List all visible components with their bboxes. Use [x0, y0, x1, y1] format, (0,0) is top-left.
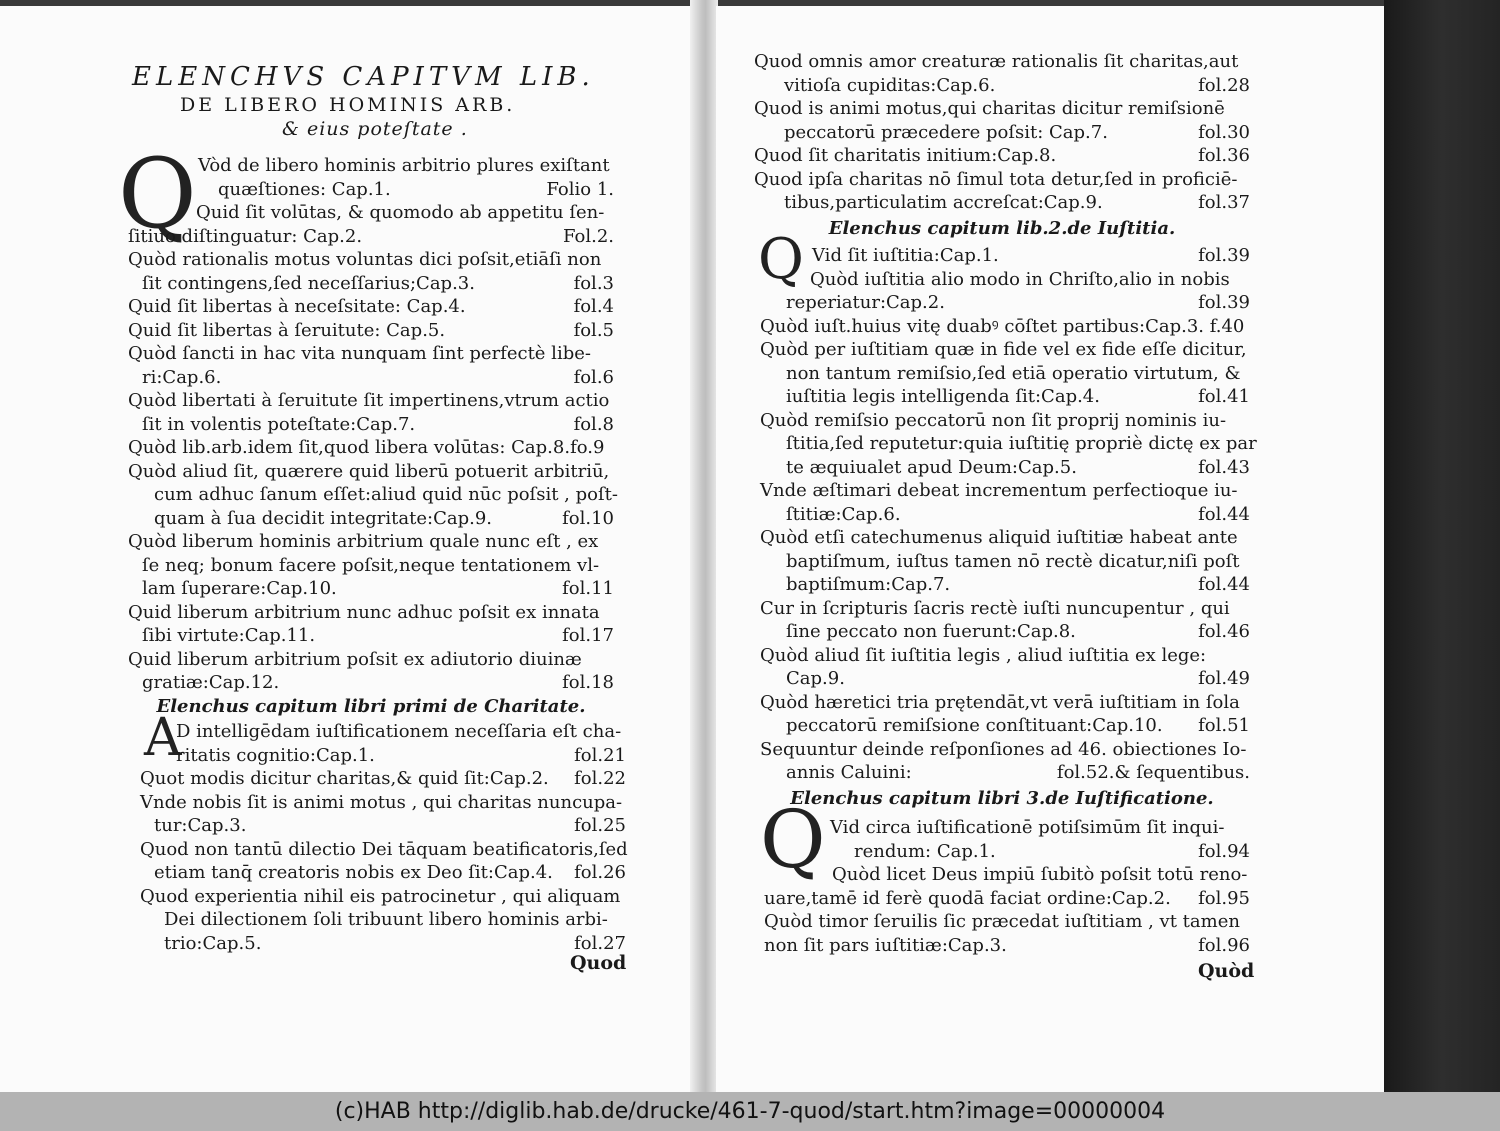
- entry-text: gratiæ:Cap.12.: [142, 672, 280, 693]
- toc-entry-line: [760, 268, 1250, 292]
- toc-entry-line: [128, 154, 614, 178]
- folio-ref: Folio 1.: [546, 178, 614, 200]
- folio-ref: fol.4: [573, 296, 614, 317]
- entry-text: Quod omnis amor creaturæ rationalis ſit charitas,aut: [754, 51, 1239, 72]
- entry-text: Quòd lib.arb.idem ſit,quod libera volūtas: Cap.8.fo.9: [128, 437, 605, 458]
- toc-entry-line: [128, 554, 614, 578]
- entry-text: ſtitia,ſed reputetur:quia iuſtitię propriè dictę ex par: [786, 433, 1257, 454]
- toc-entry-line: [128, 272, 614, 296]
- folio-ref: fol.46: [1198, 621, 1250, 642]
- folio-ref: fol.5: [573, 319, 614, 341]
- folio-ref: fol.26: [574, 862, 626, 883]
- toc-entry-line: [140, 744, 626, 768]
- toc-entry-line: [754, 97, 1250, 121]
- entry-text: cum adhuc ſanum eſſet:aliud quid nūc poſsit , poſt-: [154, 484, 618, 505]
- toc-entry-line: [140, 885, 626, 909]
- section-heading-wrapper: [754, 786, 1250, 812]
- toc-entry-line: [140, 720, 626, 744]
- scan-dark-edge: [1384, 0, 1500, 1092]
- folio-ref: fol.94: [1198, 840, 1250, 862]
- entry-text: Cap.9.: [786, 668, 845, 689]
- entry-text: Vnde nobis ſit is animi motus , qui charitas nuncupa-: [140, 791, 623, 813]
- toc-entry-line: [760, 244, 1250, 268]
- toc-entry-line: [128, 436, 614, 460]
- toc-entry-line: [128, 319, 614, 343]
- folio-ref: fol.8: [573, 413, 614, 435]
- entry-text: quæſtiones: Cap.1.: [218, 178, 391, 200]
- toc-entry-line: [764, 910, 1250, 934]
- toc-entry-line: [764, 887, 1250, 911]
- entry-text: annis Caluini:: [786, 762, 912, 783]
- page-header-note: & eius poteſtate .: [282, 118, 468, 140]
- entry-text: Quot modis dicitur charitas,& quid ſit:Cap.2.: [140, 768, 549, 789]
- entry-text: Quod non tantū dilectio Dei tāquam beatificatoris,ſed: [140, 838, 628, 860]
- entry-text: Quòd ſancti in hac vita nunquam ſint perfectè libe-: [128, 343, 591, 364]
- toc-entry-line: [128, 577, 614, 601]
- entry-text: Quòd etſi catechumenus aliquid iuſtitiæ habeat ante: [760, 527, 1238, 548]
- entry-text: Quòd rationalis motus voluntas dici poſsit,etiāſi non: [128, 249, 602, 270]
- catchword: Quod: [570, 952, 627, 974]
- folio-ref: fol.10: [562, 507, 614, 529]
- folio-ref: fol.43: [1198, 456, 1250, 478]
- toc-entry-line: [128, 366, 614, 390]
- entry-text: ritatis cognitio:Cap.1.: [176, 744, 375, 766]
- toc-entry-line: [760, 409, 1250, 433]
- folio-ref: fol.51: [1198, 715, 1250, 736]
- folio-ref: Fol.2.: [563, 225, 614, 247]
- toc-entry-line: [764, 934, 1250, 958]
- entry-text: tibus,particulatim accreſcat:Cap.9.: [784, 192, 1103, 213]
- entry-text: Quid ſit libertas à neceſsitate: Cap.4.: [128, 296, 466, 317]
- drop-cap-a: A: [144, 708, 182, 768]
- toc-entry-line: [760, 644, 1250, 668]
- folio-ref: fol.21: [574, 744, 626, 766]
- chapter-list-charitas-continued: [754, 50, 1250, 215]
- toc-entry-line: [128, 201, 614, 225]
- toc-entry-line: [140, 908, 626, 932]
- toc-entry-line: [760, 503, 1250, 527]
- entry-text: Quòd licet Deus impiū ſubitò poſsit totū reno-: [832, 864, 1248, 885]
- folio-ref: fol.30: [1198, 121, 1250, 143]
- entry-text: quam à ſua decidit integritate:Cap.9.: [154, 507, 493, 529]
- entry-text: baptiſmum:Cap.7.: [786, 574, 951, 595]
- entry-text: lam ſuperare:Cap.10.: [142, 578, 337, 599]
- entry-text: ſe neq; bonum facere poſsit,neque tentationem vl-: [142, 554, 600, 576]
- folio-ref: fol.18: [562, 672, 614, 693]
- drop-cap-q: Q: [118, 138, 197, 250]
- toc-entry-line: [128, 413, 614, 437]
- toc-entry-line: [754, 74, 1250, 98]
- toc-entry-line: [754, 191, 1250, 215]
- copyright-bar: [0, 1092, 1500, 1131]
- toc-entry-line: [764, 840, 1250, 864]
- toc-entry-line: [760, 385, 1250, 409]
- toc-entry-line: [128, 342, 614, 366]
- folio-ref: fol.52.& ſequentibus.: [1056, 762, 1250, 783]
- toc-entry-line: [128, 671, 614, 695]
- toc-entry-line: [754, 144, 1250, 168]
- entry-text: D intelligēdam iuſtificationem neceſſaria eſt cha-: [176, 721, 622, 742]
- book-gutter: [690, 0, 718, 1092]
- entry-text: ri:Cap.6.: [142, 366, 222, 388]
- page-header-subtitle: DE LIBERO HOMINIS ARB.: [180, 94, 516, 116]
- toc-entry-line: [760, 738, 1250, 762]
- toc-entry-line: [140, 814, 626, 838]
- toc-entry-line: [128, 507, 614, 531]
- folio-ref: fol.95: [1198, 887, 1250, 909]
- entry-text: ſibi virtute:Cap.11.: [142, 625, 316, 646]
- toc-entry-line: [140, 767, 626, 791]
- toc-entry-line: [128, 248, 614, 272]
- section-heading-wrapper: [754, 216, 1250, 242]
- folio-ref: fol.22: [574, 768, 626, 789]
- entry-text: Dei dilectionem ſoli tribuunt libero hominis arbi-: [164, 909, 608, 930]
- entry-text: baptiſmum, iuſtus tamen nō rectè dicatur,niſi poſt: [786, 550, 1240, 572]
- folio-ref: fol.25: [574, 815, 626, 836]
- folio-ref: fol.17: [562, 625, 614, 646]
- toc-entry-line: [140, 838, 626, 862]
- entry-text: uare,tamē id ferè quodā faciat ordine:Cap.2.: [764, 887, 1171, 909]
- chapter-list-iustificatio: [764, 816, 1250, 957]
- toc-entry-line: [140, 932, 626, 956]
- entry-text: Quòd timor ſeruilis ſic præcedat iuſtitiam , vt tamen: [764, 911, 1240, 932]
- drop-cap-q: Q: [758, 227, 804, 292]
- entry-text: ſitiuo diſtinguatur: Cap.2.: [128, 225, 363, 247]
- entry-text: tur:Cap.3.: [154, 815, 247, 836]
- entry-text: non tantum remiſsio,ſed etiā operatio virtutum, &: [786, 362, 1241, 384]
- toc-entry-line: [760, 338, 1250, 362]
- folio-ref: fol.11: [562, 578, 614, 599]
- entry-text: etiam tanq̄ creatoris nobis ex Deo ſit:Cap.4.: [154, 862, 553, 883]
- toc-entry-line: [760, 315, 1250, 339]
- entry-text: Quid ſit volūtas, & quomodo ab appetitu ſen-: [196, 202, 605, 223]
- folio-ref: fol.49: [1198, 668, 1250, 689]
- entry-text: Quòd aliud ſit iuſtitia legis , aliud iuſtitia ex lege:: [760, 644, 1207, 666]
- folio-ref: fol.96: [1198, 934, 1250, 956]
- entry-text: Quòd remiſsio peccatorū non ſit proprij nominis iu-: [760, 409, 1227, 431]
- toc-entry-line: [760, 761, 1250, 785]
- toc-entry-line: [760, 573, 1250, 597]
- catchword: Quòd: [1198, 960, 1255, 982]
- section-heading-wrapper: [128, 694, 614, 720]
- toc-entry-line: [128, 648, 614, 672]
- toc-entry-line: [760, 526, 1250, 550]
- entry-text: Quod experientia nihil eis patrocinetur , qui aliquam: [140, 885, 621, 907]
- entry-text: Quod ipſa charitas nō ſimul tota detur,ſed in proficiē-: [754, 168, 1238, 190]
- folio-ref: fol.44: [1198, 503, 1250, 525]
- toc-entry-line: [760, 714, 1250, 738]
- chapter-list-charitas: [140, 720, 626, 955]
- entry-text: Quid liberum arbitrium nunc adhuc poſsit ex innata: [128, 601, 600, 623]
- folio-ref: fol.39: [1198, 292, 1250, 313]
- folio-ref: fol.6: [573, 366, 614, 388]
- entry-text: Quid ſit libertas à ſeruitute: Cap.5.: [128, 319, 446, 341]
- entry-text: non ſit pars iuſtitiæ:Cap.3.: [764, 934, 1007, 956]
- entry-text: Quid liberum arbitrium poſsit ex adiutorio diuinæ: [128, 648, 582, 670]
- entry-text: rendum: Cap.1.: [854, 840, 996, 862]
- folio-ref: fol.36: [1198, 145, 1250, 166]
- toc-entry-line: [760, 291, 1250, 315]
- toc-entry-line: [760, 362, 1250, 386]
- toc-entry-line: [760, 620, 1250, 644]
- entry-text: Quòd liberum hominis arbitrium quale nunc eſt , ex: [128, 531, 599, 552]
- toc-entry-line: [128, 225, 614, 249]
- toc-entry-line: [128, 624, 614, 648]
- chapter-list-iustitia: [760, 244, 1257, 785]
- toc-entry-line: [128, 483, 618, 507]
- toc-entry-line: [754, 50, 1250, 74]
- toc-entry-line: [764, 863, 1250, 887]
- toc-entry-line: [128, 460, 614, 484]
- toc-entry-line: [760, 550, 1250, 574]
- entry-text: ſit contingens,ſed neceſſarius;Cap.3.: [142, 272, 475, 294]
- toc-entry-line: [754, 121, 1250, 145]
- folio-ref: fol.44: [1198, 574, 1250, 595]
- toc-entry-line: [764, 816, 1250, 840]
- entry-text: Quod ſit charitatis initium:Cap.8.: [754, 145, 1057, 166]
- entry-text: reperiatur:Cap.2.: [786, 292, 945, 313]
- toc-entry-line: [128, 530, 614, 554]
- entry-text: vitioſa cupiditas:Cap.6.: [784, 74, 996, 96]
- entry-text: Vid circa iuſtificationē potiſsimūm ſit inqui-: [830, 817, 1225, 838]
- folio-ref: fol.28: [1198, 74, 1250, 96]
- entry-text: peccatorū remiſsione conſtituant:Cap.10.: [786, 715, 1163, 736]
- entry-text: ſit in volentis poteſtate:Cap.7.: [142, 413, 416, 435]
- entry-text: ſtitiæ:Cap.6.: [786, 503, 901, 525]
- entry-text: te æquiualet apud Deum:Cap.5.: [786, 456, 1077, 478]
- entry-text: Vòd de libero hominis arbitrio plures exiſtant: [198, 155, 610, 176]
- entry-text: Cur in ſcripturis ſacris rectè iuſti nuncupentur , qui: [760, 597, 1230, 619]
- toc-entry-line: [760, 597, 1250, 621]
- toc-entry-line: [760, 479, 1250, 503]
- toc-entry-line: [760, 667, 1250, 691]
- folio-ref: fol.41: [1198, 386, 1250, 407]
- entry-text: ſine peccato non fuerunt:Cap.8.: [786, 621, 1076, 642]
- toc-entry-line: [760, 432, 1257, 456]
- entry-text: Sequuntur deinde reſponſiones ad 46. obiectiones Io-: [760, 738, 1247, 760]
- chapter-list-liberum-arbitrium: [128, 154, 618, 695]
- entry-text: Quòd iuſtitia alio modo in Chriſto,alio in nobis: [810, 268, 1230, 290]
- copyright-text: (c)HAB http://diglib.hab.de/drucke/461-7-quod/start.htm?image=00000004: [334, 1099, 1166, 1124]
- entry-text: Quòd iuſt.huius vitę duabꝰ cōſtet partibus:Cap.3. f.40: [760, 315, 1245, 337]
- folio-ref: fol.27: [574, 932, 626, 954]
- toc-entry-line: [754, 168, 1250, 192]
- entry-text: peccatorū præcedere poſsit: Cap.7.: [784, 121, 1108, 143]
- entry-text: Quòd hæretici tria prętendāt,vt verā iuſtitiam in ſola: [760, 691, 1240, 713]
- entry-text: iuſtitia legis intelligenda ſit:Cap.4.: [786, 386, 1100, 407]
- entry-text: trio:Cap.5.: [164, 932, 262, 954]
- page-header-title: ELENCHVS CAPITVM LIB.: [132, 62, 595, 92]
- entry-text: Quod is animi motus,qui charitas dicitur remiſsionē: [754, 98, 1225, 119]
- toc-entry-line: [128, 295, 614, 319]
- section-heading-iustitia: Elenchus capitum lib.2.de Iuſtitia.: [828, 218, 1176, 239]
- drop-cap-q: Q: [760, 793, 826, 886]
- left-page: [0, 6, 692, 1092]
- folio-ref: fol.39: [1198, 245, 1250, 266]
- right-page: [716, 6, 1384, 1092]
- toc-entry-line: [140, 861, 626, 885]
- entry-text: Quòd libertati à ſeruitute ſit impertinens,vtrum actio: [128, 390, 610, 411]
- entry-text: Vid ſit iuſtitia:Cap.1.: [812, 245, 999, 266]
- toc-entry-line: [128, 178, 614, 202]
- toc-entry-line: [760, 456, 1250, 480]
- toc-entry-line: [128, 601, 614, 625]
- folio-ref: fol.37: [1198, 192, 1250, 213]
- folio-ref: fol.3: [573, 272, 614, 294]
- entry-text: Quòd aliud ſit, quærere quid liberū potuerit arbitriū,: [128, 460, 610, 482]
- toc-entry-line: [140, 791, 626, 815]
- toc-entry-line: [128, 389, 614, 413]
- entry-text: Quòd per iuſtitiam quæ in fide vel ex fide eſſe dicitur,: [760, 339, 1247, 360]
- entry-text: Vnde æſtimari debeat incrementum perfectioque iu-: [760, 480, 1238, 501]
- toc-entry-line: [760, 691, 1250, 715]
- section-heading-charitas: Elenchus capitum libri primi de Charitate.: [156, 696, 586, 717]
- section-heading-iustificatio: Elenchus capitum libri 3.de Iuſtificatione.: [790, 788, 1214, 809]
